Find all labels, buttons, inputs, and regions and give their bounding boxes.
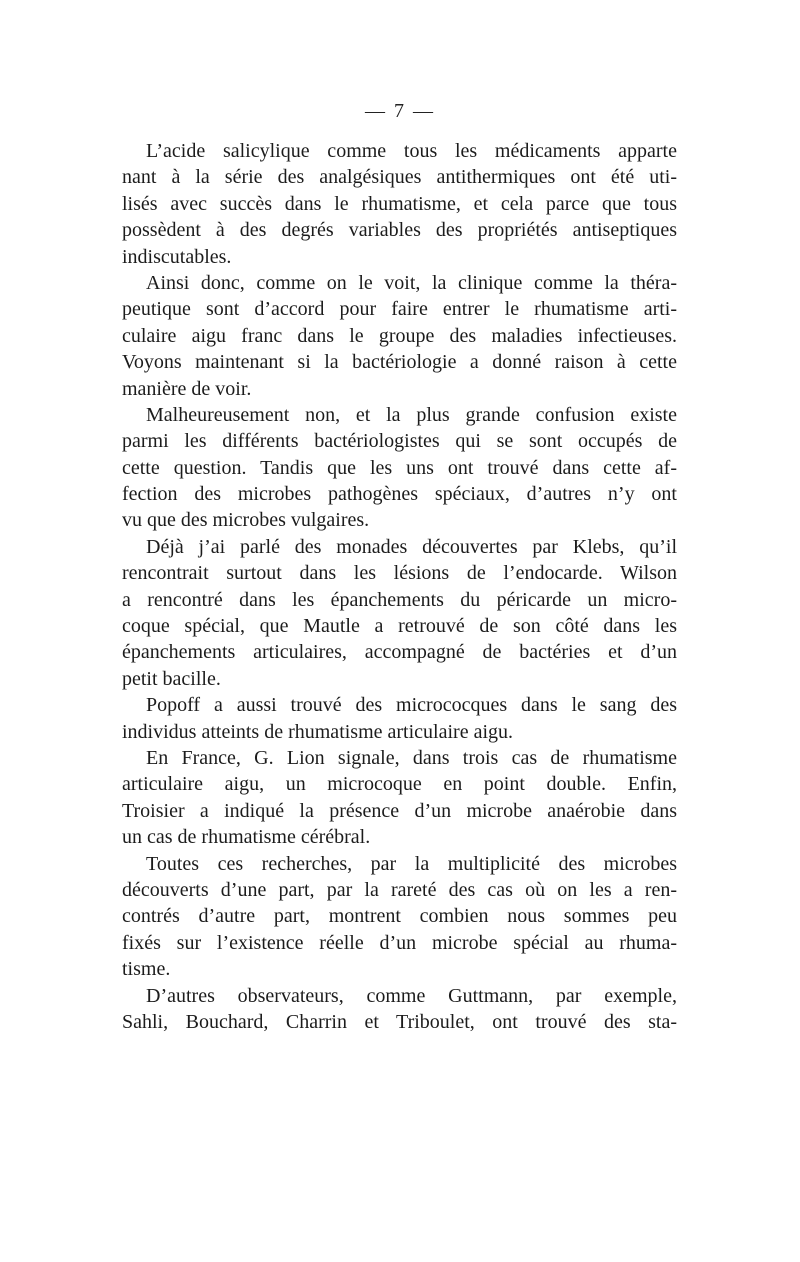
text-line: a rencontré dans les épanchements du péricarde un micro- <box>122 588 677 611</box>
text-line: nant à la série des analgésiques antithermiques ont été uti- <box>122 166 677 189</box>
text-line: Popoff a aussi trouvé des micrococques dans le sang des <box>146 694 677 717</box>
text-line: coque spécial, que Mautle a retrouvé de son côté dans les <box>122 615 677 638</box>
text-line: En France, G. Lion signale, dans trois cas de rhumatisme <box>146 746 677 769</box>
text-line: parmi les différents bactériologistes qui se sont occupés de <box>122 430 677 453</box>
text-line: peutique sont d’accord pour faire entrer le rhumatisme arti- <box>122 298 677 321</box>
text-line: possèdent à des degrés variables des propriétés antiseptiques <box>122 219 677 242</box>
text-line: individus atteints de rhumatisme articulaire aigu. <box>122 720 514 743</box>
text-line: L’acide salicylique comme tous les médicaments apparte <box>146 140 677 162</box>
text-line: contrés d’autre part, montrent combien nous sommes peu <box>122 905 677 928</box>
text-line: Malheureusement non, et la plus grande confusion existe <box>146 403 677 426</box>
text-line: manière de voir. <box>122 377 252 400</box>
text-line: fixés sur l’existence réelle d’un microbe spécial au rhuma- <box>122 931 677 954</box>
text-line: Déjà j’ai parlé des monades découvertes par Klebs, qu’il <box>146 535 677 558</box>
body-text <box>122 138 677 1035</box>
text-line: Voyons maintenant si la bactériologie a donné raison à cette <box>122 351 677 374</box>
text-line: petit bacille. <box>122 667 221 690</box>
text-line: découverts d’une part, par la rareté des cas où on les a ren- <box>122 878 677 901</box>
page-number: — 7 — <box>365 100 435 122</box>
text-line: rencontrait surtout dans les lésions de l’endocarde. Wilson <box>122 562 677 585</box>
text-line: articulaire aigu, un microcoque en point double. Enfin, <box>122 773 677 796</box>
text-line: cette question. Tandis que les uns ont trouvé dans cette af- <box>122 456 677 479</box>
text-line: épanchements articulaires, accompagné de bactéries et d’un <box>122 641 677 664</box>
text-line: Troisier a indiqué la présence d’un microbe anaérobie dans <box>122 799 677 822</box>
text-line: lisés avec succès dans le rhumatisme, et cela parce que tous <box>122 192 677 215</box>
text-line: vu que des microbes vulgaires. <box>122 509 370 532</box>
text-line: Sahli, Bouchard, Charrin et Triboulet, ont trouvé des sta- <box>122 1010 677 1033</box>
text-line: un cas de rhumatisme cérébral. <box>122 826 371 849</box>
text-line: Ainsi donc, comme on le voit, la clinique comme la théra- <box>146 271 677 294</box>
text-line: culaire aigu franc dans le groupe des maladies infectieuses. <box>122 324 677 347</box>
text-line: D’autres observateurs, comme Guttmann, par exemple, <box>146 984 677 1007</box>
text-line: indiscutables. <box>122 245 232 268</box>
text-line: Toutes ces recherches, par la multiplicité des microbes <box>146 852 677 875</box>
text-line: fection des microbes pathogènes spéciaux, d’autres n’y ont <box>122 483 677 506</box>
text-line: tisme. <box>122 958 171 981</box>
